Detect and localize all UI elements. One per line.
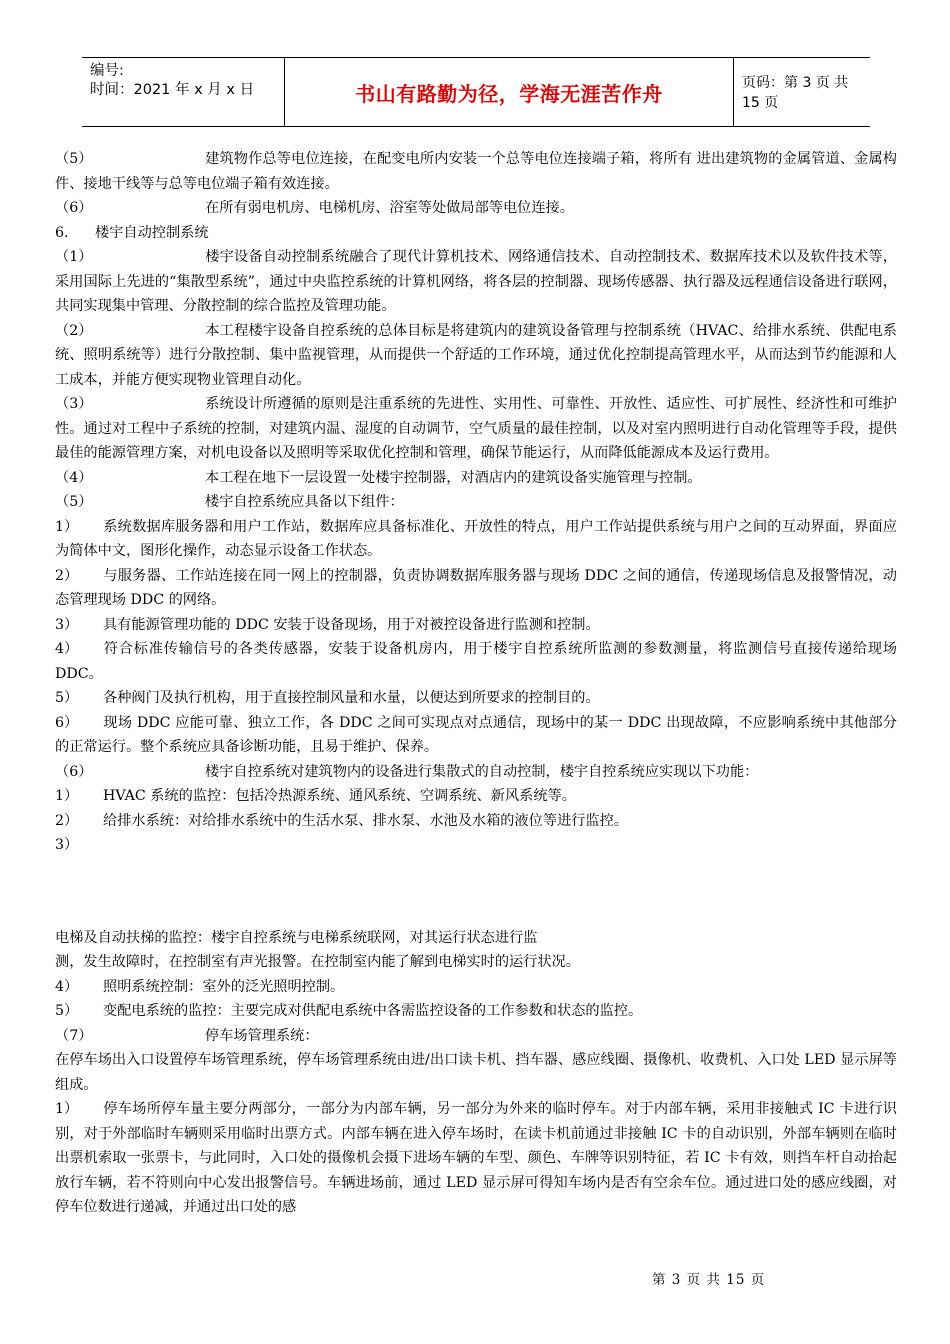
time-label: 时间：2021 年 x 月 x 日 [90,82,255,98]
paragraph-number: （4） [55,469,93,486]
header-page-info: 页码：第 3 页 共 15 页 [742,75,849,111]
paragraph-number: 1） [55,788,79,804]
paragraph-text: 在停车场出入口设置停车场管理系统，停车场管理系统由进/出口读卡机、挡车器、感应线圈、摄像机、收费机、入口处 LED 显示屏等组成。 [55,1052,897,1093]
paragraph-number: 6） [55,714,79,731]
paragraph-text: 楼宇自控系统应具备以下组件： [205,494,404,510]
paragraph [55,833,897,858]
paragraph-text: 变配电系统的监控：主要完成对供配电系统中各需监控设备的工作参数和状态的监控。 [103,1003,643,1019]
paragraph-number: 1） [55,518,79,535]
paragraph-text: 在所有弱电机房、电梯机房、浴室等处做局部等电位连接。 [205,200,574,216]
paragraph-text: 与服务器、工作站连接在同一网上的控制器，负责协调数据库服务器与现场 DDC 之间的通信，传递现场信息及报警情况，动态管理现场 DDC 的网络。 [55,567,897,608]
paragraph-number: （5） [55,494,93,510]
paragraph-text: 建筑物作总等电位连接，在配变电所内安装一个总等电位连接端子箱，将所有 进出建筑物的金属管道、金属构件、接地干线等与总等电位端子箱有效连接。 [55,151,897,192]
paragraph-text: 楼宇自动控制系统 [95,224,209,241]
paragraph-number: （6） [55,200,93,216]
paragraph-text: HVAC 系统的监控：包括冷热源系统、通风系统、空调系统、新风系统等。 [103,788,576,804]
paragraph [55,466,897,491]
paragraph [55,515,897,564]
paragraph [55,613,897,638]
paragraph [55,809,897,834]
paragraph-text: 给排水系统：对给排水系统中的生活水泵、排水泵、水池及水箱的液位等进行监控。 [103,812,628,829]
paragraph-number: 4） [55,641,79,657]
paragraph-number: （2） [55,322,93,339]
header-left [90,62,285,100]
paragraph-number: 6. [55,224,69,241]
paragraph-number: 1） [55,1101,79,1117]
paragraph-number: 5） [55,690,79,706]
paragraph-number: 2） [55,812,79,829]
paragraph-text: 具有能源管理功能的 DDC 安装于设备现场，用于对被控设备进行监测和控制。 [103,616,600,633]
paragraph-number: （7） [55,1027,93,1044]
paragraph [55,686,897,711]
paragraph-number: 3） [55,616,79,633]
paragraph-text: 照明系统控制：室外的泛光照明控制。 [103,978,345,995]
paragraph-gap [55,858,897,926]
paragraph-text: 楼宇自控系统对建筑物内的设备进行集散式的自动控制，楼宇自控系统应实现以下功能： [205,763,759,780]
paragraph-number: （6） [55,763,93,780]
paragraph-text: 停车场所停车量主要分两部分，一部分为内部车辆，另一部分为外来的临时停车。对于内部车辆，采用非接触式 IC 卡进行识别，对于外部临时车辆则采用临时出票方式。内部车辆在进入停车场时，在读卡机前通过非接触 IC 卡的自动识别，外部车辆则在临时出票机索取一张票卡，与此同时，入口处的摄像机会摄下进场车辆的车型、颜色、车牌等识别特征，若 IC 卡有效，则挡车杆自动抬起放行车辆，若不符则向中心发出报警信号。车辆进场前，通过 LED 显示屏可得知车场内是否有空余车位。通过进口处的感应线圈，对停车位数进行递减，并通过出口处的感 [55,1101,897,1215]
paragraph [55,1024,897,1049]
paragraph-text: 楼宇设备自动控制系统融合了现代计算机技术、网络通信技术、自动控制技术、数据库技术以及软件技术等，采用国际上先进的“集散型系统”，通过中央监控系统的计算机网络，将各层的控制器、现场传感器、执行器及远程通信设备进行联网，共同实现集中管理、分散控制的综合监控及管理功能。 [55,249,897,314]
paragraph-text: 现场 DDC 应能可靠、独立工作，各 DDC 之间可实现点对点通信，现场中的某一 DDC 出现故障，不应影响系统中其他部分的正常运行。整个系统应具备诊断功能，且易于维护、保养。 [55,714,897,755]
paragraph-number: （1） [55,249,93,265]
paragraph-text: 系统数据库服务器和用户工作站，数据库应具备标准化、开放性的特点，用户工作站提供系统与用户之间的互动界面，界面应为简体中文，图形化操作，动态显示设备工作状态。 [55,518,897,559]
paragraph [55,245,897,319]
paragraph [55,319,897,393]
paragraph [55,999,897,1024]
paragraph [55,711,897,760]
number-label: 编号: [90,63,124,79]
paragraph-text: 本工程在地下一层设置一处楼宇控制器，对酒店内的建筑设备实施管理与控制。 [205,469,702,486]
paragraph [55,760,897,785]
paragraph [55,147,897,196]
header-motto-cell [284,58,734,126]
paragraph-text: 系统设计所遵循的原则是注重系统的先进性、实用性、可靠性、开放性、适应性、可扩展性、经济性和可维护性。通过对工程中子系统的控制，对建筑内温、湿度的自动调节，空气质量的最佳控制，以及对室内照明进行自动化管理等手段，提供最佳的能源管理方案，对机电设备以及照明等采取优化控制和管理，确保节能运行，从而降低能源成本及运行费用。 [55,396,897,461]
page-header [82,57,870,127]
paragraph [55,196,897,221]
paragraph [55,950,897,975]
paragraph [55,926,897,951]
paragraph-number: （5） [55,151,93,167]
paragraph-text: 各种阀门及执行机构，用于直接控制风量和水量，以便达到所要求的控制目的。 [103,690,600,706]
paragraph-text: 符合标准传输信号的各类传感器，安装于设备机房内，用于楼宇自控系统所监测的参数测量，将监测信号直接传递给现场 DDC。 [55,641,897,682]
paragraph-number: 5） [55,1003,79,1019]
motto: 书山有路勤为径，学海无涯苦作舟 [355,81,663,106]
paragraph [55,784,897,809]
paragraph-number: 3） [55,837,79,853]
paragraph [55,490,897,515]
paragraph-text: 停车场管理系统： [205,1027,319,1044]
paragraph [55,975,897,1000]
paragraph-text: 本工程楼宇设备自控系统的总体目标是将建筑内的建筑设备管理与控制系统（HVAC、给排水系统、供配电系统、照明系统等）进行分散控制、集中监视管理，从而提供一个舒适的工作环境，通过优化控制提高管理水平，从而达到节约能源和人工成本，并能方便实现物业管理自动化。 [55,322,897,388]
paragraph [55,392,897,466]
paragraph-text: 测，发生故障时，在控制室有声光报警。在控制室内能了解到电梯实时的运行状况。 [55,954,580,970]
paragraph [55,637,897,686]
paragraph-number: 4） [55,978,79,995]
paragraph [55,221,897,246]
paragraph-number: 2） [55,567,79,584]
document-body [55,147,897,1220]
paragraph [55,1048,897,1097]
paragraph-number: （3） [55,396,93,412]
page-footer: 第 3 页 共 15 页 [652,1272,766,1288]
paragraph-text: 电梯及自动扶梯的监控：楼宇自控系统与电梯系统联网，对其运行状态进行监 [55,929,538,946]
paragraph [55,1097,897,1220]
paragraph [55,564,897,613]
